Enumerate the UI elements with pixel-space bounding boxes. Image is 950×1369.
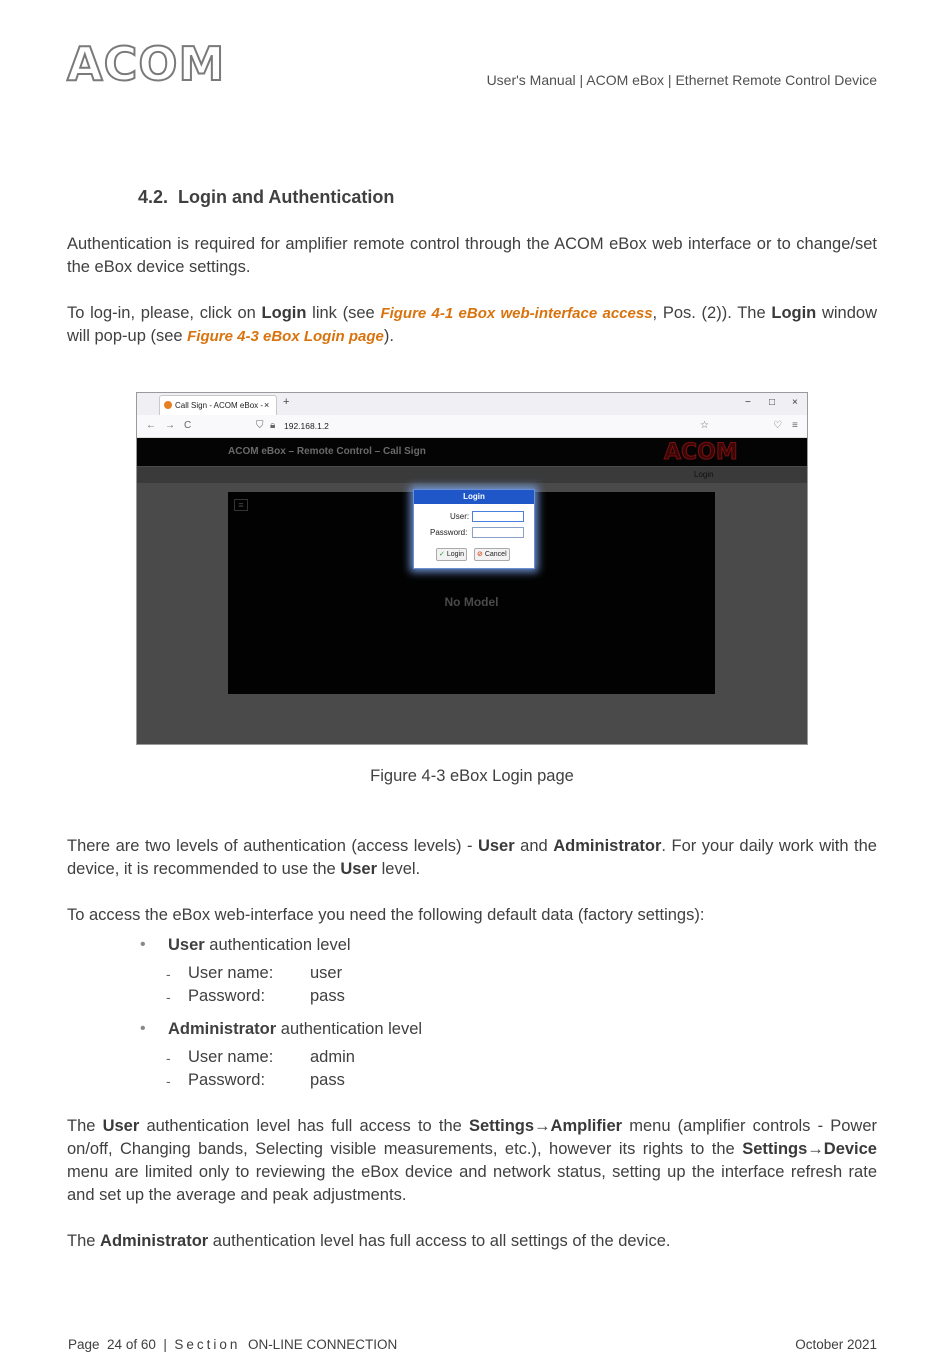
bullet: • [140, 936, 146, 953]
login-button[interactable]: ✓ Login [436, 548, 467, 561]
reload-icon[interactable]: C [184, 420, 192, 431]
dash: - [166, 966, 171, 982]
bullet: • [140, 1020, 146, 1037]
section-title: Login and Authentication [178, 187, 395, 207]
defaults-intro: To access the eBox web-interface you need the following default data (factory settings): [67, 906, 705, 924]
login-link[interactable]: Login [694, 470, 714, 479]
login-dialog [413, 489, 535, 569]
user-level-item: User authentication level [168, 936, 351, 954]
section-label: Section [174, 1337, 241, 1352]
username-value: user [310, 964, 343, 982]
document-header-title: User's Manual | ACOM eBox | Ethernet Remote Control Device [486, 72, 877, 88]
password-value: pass [310, 987, 345, 1005]
browser-menu-icon[interactable]: ≡ [792, 420, 798, 431]
acom-logo: ACOM [67, 37, 226, 91]
footer-separator: | [163, 1337, 167, 1352]
login-page-screenshot [136, 392, 808, 745]
page-number: 24 of 60 [107, 1337, 156, 1352]
cancel-icon: ⊘ [477, 551, 483, 558]
page-label: Page [68, 1337, 100, 1352]
maximize-icon[interactable]: □ [769, 397, 776, 408]
figure-4-1-link[interactable]: Figure 4-1 eBox web-interface access [380, 305, 653, 322]
login-term: Login [261, 304, 307, 322]
dash: - [166, 1073, 171, 1089]
user-input[interactable] [472, 511, 524, 522]
shield-icon: ⛉ [256, 420, 264, 431]
browser-tab[interactable] [159, 395, 277, 416]
dash: - [166, 989, 171, 1005]
password-input[interactable] [472, 527, 524, 538]
minimize-icon[interactable]: − [745, 397, 751, 408]
intro-paragraph-1: Authentication is required for amplifier remote control through the ACOM eBox web interface or to change/set the eBox device settings. [67, 235, 877, 276]
hamburger-menu-icon[interactable]: ≡ [234, 499, 248, 511]
username-label: User name: [188, 964, 274, 982]
bookmark-star-icon[interactable]: ☆ [700, 420, 709, 431]
new-tab-icon[interactable]: + [283, 396, 290, 408]
username-value: admin [310, 1048, 355, 1066]
login-term: Login [771, 304, 817, 322]
admin-rights-paragraph: The Administrator authentication level has full access to all settings of the device. [67, 1232, 671, 1250]
password-label: Password: [188, 1071, 266, 1089]
figure-4-3-link[interactable]: Figure 4-3 eBox Login page [187, 328, 384, 345]
back-icon[interactable]: ← [146, 420, 156, 431]
forward-icon[interactable]: → [165, 420, 175, 431]
tab-close-icon[interactable]: × [264, 400, 270, 410]
browser-address-bar [137, 415, 807, 438]
app-title: ACOM eBox – Remote Control – Call Sign [228, 446, 426, 457]
login-bar [137, 467, 807, 483]
dash: - [166, 1050, 171, 1066]
admin-level-item: Administrator authentication level [168, 1020, 423, 1038]
browser-tab-bar [137, 393, 807, 415]
window-close-icon[interactable]: × [792, 397, 798, 408]
levels-paragraph: There are two levels of authentication (access levels) - User and Administrator. For your daily work with the device, it is recommended to use the User level. [67, 837, 877, 878]
lock-icon: 🔒︎ [270, 420, 276, 431]
password-label: Password: [430, 528, 468, 537]
password-label: Password: [188, 987, 266, 1005]
page-footer [68, 1337, 397, 1352]
cancel-button[interactable]: ⊘ Cancel [474, 548, 510, 561]
password-value: pass [310, 1071, 345, 1089]
intro-paragraph-2: To log-in, please, click on Login link (see Figure 4-1 eBox web-interface access, Pos. (2)). The Login window will pop-up (see Figure 4-3 eBox Login page). [67, 304, 877, 345]
section-number: 4.2. [138, 187, 169, 207]
tab-title: Call Sign - ACOM eBox - [175, 401, 264, 410]
app-logo: ACOM [664, 440, 738, 465]
user-rights-paragraph: The User authentication level has full access to the Settings→Amplifier menu (amplifier controls - Power on/off, Changing bands, Selecting visible measurements, etc.), however its rights to the Settings→Device menu are limited only to reviewing the eBox device and network status, setting up the interface refresh rate and set up the average and peak adjustments. [67, 1117, 877, 1204]
check-icon: ✓ [439, 551, 445, 558]
login-dialog-title: Login [414, 490, 534, 504]
section-heading [138, 187, 394, 208]
url-field[interactable]: 192.168.1.2 [284, 421, 329, 431]
footer-date: October 2021 [795, 1337, 877, 1352]
figure-caption: Figure 4-3 eBox Login page [370, 767, 574, 785]
ebox-app-header [137, 438, 807, 466]
username-label: User name: [188, 1048, 274, 1066]
no-model-label: No Model [444, 595, 499, 609]
pocket-icon[interactable]: ♡ [773, 420, 782, 431]
section-name: ON-LINE CONNECTION [247, 1337, 398, 1352]
user-label: User: [450, 512, 470, 521]
favicon-icon [164, 401, 172, 409]
